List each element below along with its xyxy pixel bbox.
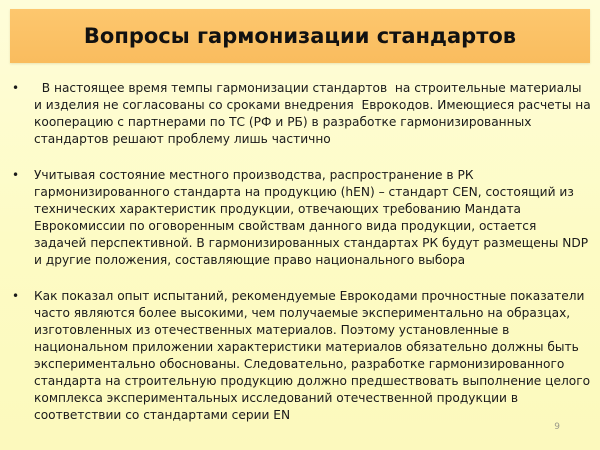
bullet-icon: •	[12, 168, 20, 182]
slide-content	[12, 80, 595, 443]
title-bar	[10, 9, 590, 63]
bullet-icon: •	[12, 289, 20, 303]
slide-title: Вопросы гармонизации стандартов	[83, 24, 517, 48]
bullet-text: Как показал опыт испытаний, рекомендуемые Еврокодами прочностные показатели часто являются более высокими, чем получаемые экспериментально на образцах, изготовленных из отечественных материалов. Поэтому установленные в национальном приложении характеристики материалов обязательно должны быть экспериментально обоснованы. Следовательно, разработке гармонизированного стандарта на строительную продукцию должно предшествовать выполнение целого комплекса экспериментальных исследований отечественной продукции в соответствии со стандартами серии EN	[34, 289, 591, 422]
page-number: 9	[554, 422, 560, 432]
bullet-text: В настоящее время темпы гармонизации стандартов на строительные материалы и изделия не согласованы со сроками внедрения Еврокодов. Имеющиеся расчеты на кооперацию с партнерами по ТС (РФ и РБ) в разработке гармонизированных стандартов решают проблему лишь частично	[34, 81, 595, 146]
bullet-item	[12, 167, 592, 269]
bullet-item	[12, 288, 592, 424]
bullet-icon: •	[12, 81, 20, 95]
bullet-item	[12, 80, 595, 148]
bullet-text: Учитывая состояние местного производства, распространение в РК гармонизированного стандарта на продукцию (hEN) – стандарт CEN, состоящий из технических характеристик продукции, отвечающих требованию Мандата Еврокомиссии по оговоренным свойствам данного вида продукции, остается задачей перспективной. В гармонизированных стандартах РК будут размещены NDP и другие положения, составляющие право национального выбора	[34, 168, 589, 267]
